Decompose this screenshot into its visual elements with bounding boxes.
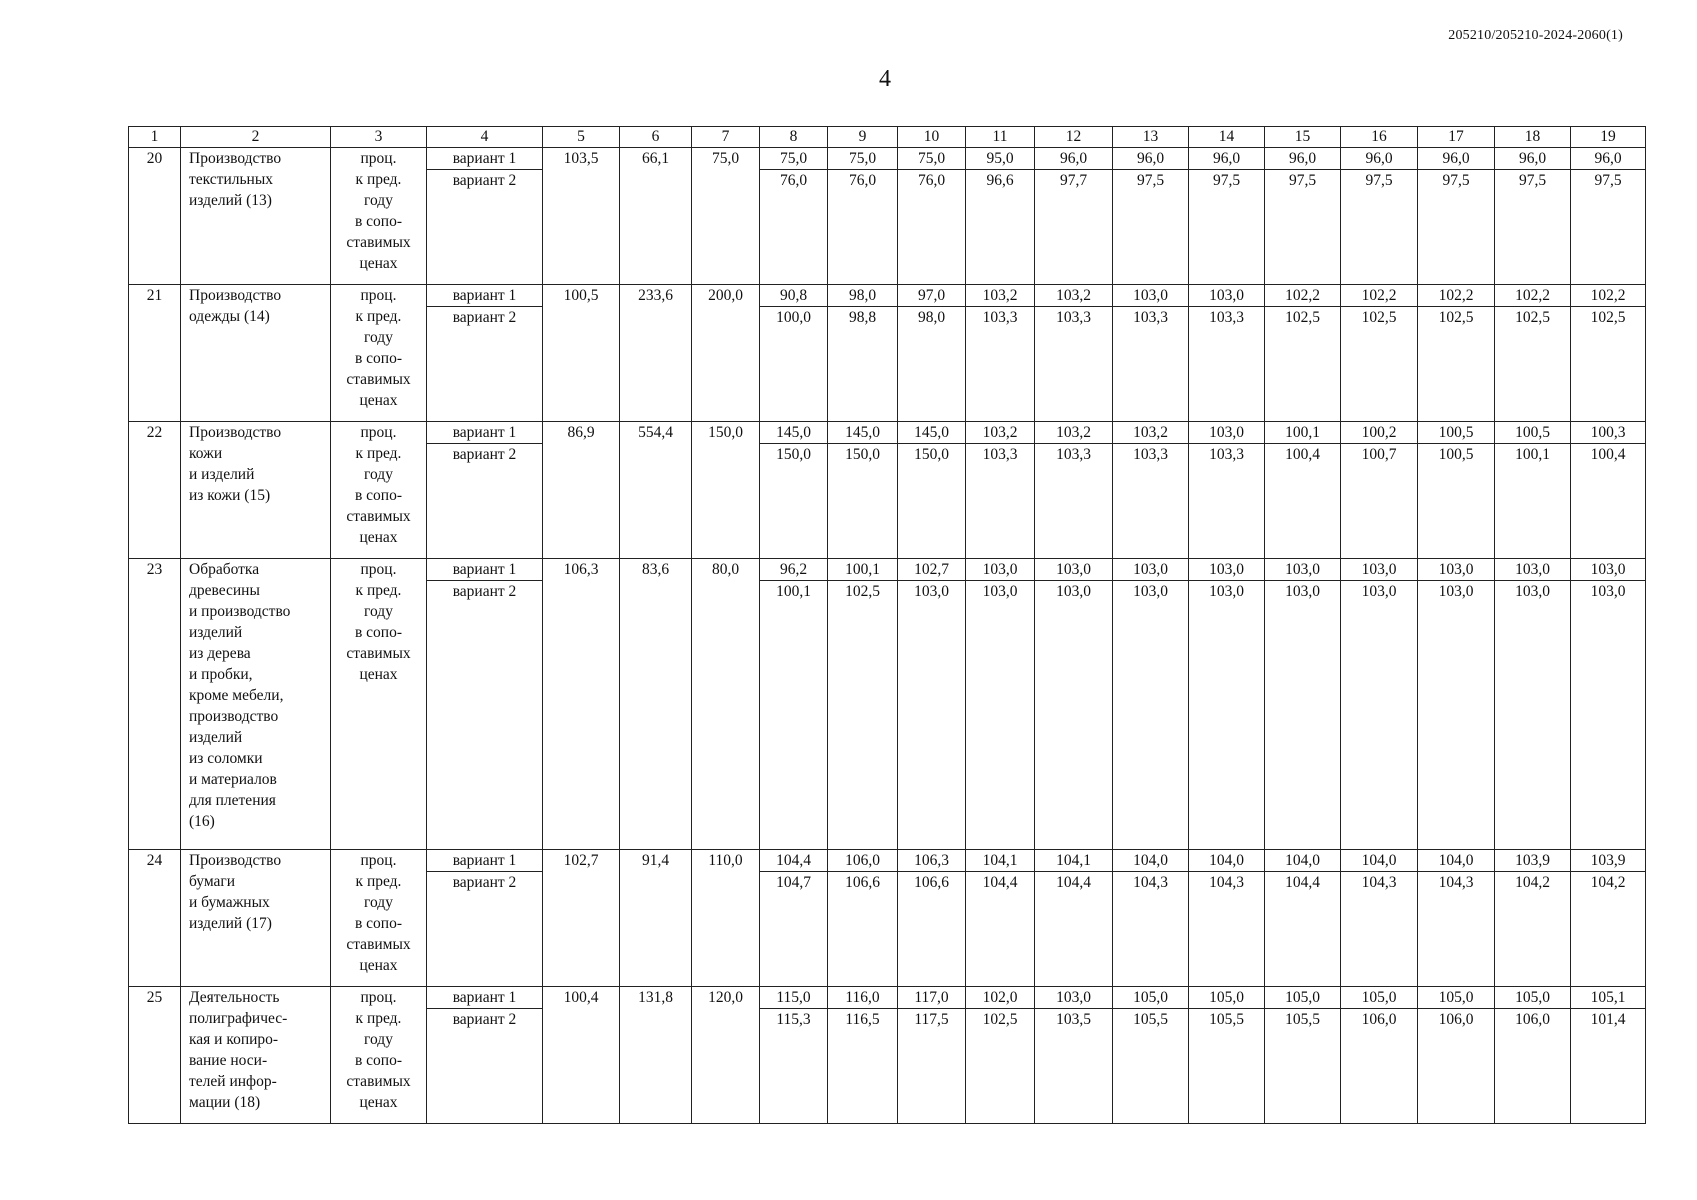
variant-1-value: 104,1: [1035, 850, 1113, 872]
value-col-6: 233,6: [620, 285, 692, 422]
variant-1-value: 103,0: [1341, 559, 1418, 581]
variant-2-label: вариант 2: [427, 307, 543, 422]
variant-2-label: вариант 2: [427, 444, 543, 559]
variant-1-value: 103,2: [1035, 422, 1113, 444]
variant-2-value: 97,5: [1418, 170, 1495, 285]
column-header-17: 17: [1418, 127, 1495, 148]
variant-1-value: 145,0: [828, 422, 898, 444]
variant-2-value: 100,0: [760, 307, 828, 422]
variant-2-value: 101,4: [1571, 1009, 1646, 1124]
value-col-7: 75,0: [692, 148, 760, 285]
variant-1-value: 102,2: [1418, 285, 1495, 307]
variant-1-value: 103,0: [1113, 285, 1189, 307]
column-header-18: 18: [1495, 127, 1571, 148]
table-row: [129, 850, 1646, 872]
variant-1-value: 100,1: [1265, 422, 1341, 444]
variant-1-value: 116,0: [828, 987, 898, 1009]
variant-2-value: 97,5: [1495, 170, 1571, 285]
variant-2-value: 105,5: [1113, 1009, 1189, 1124]
indicator-name: Обработка древесины и производство изделий из дерева и пробки, кроме мебели, производство изделий из соломки и материалов для плетения (16): [181, 559, 331, 850]
variant-1-value: 96,0: [1189, 148, 1265, 170]
unit-label: проц. к пред. году в сопо- ставимых ценах: [331, 850, 427, 987]
variant-1-value: 106,3: [898, 850, 966, 872]
variant-2-value: 106,6: [898, 872, 966, 987]
variant-1-label: вариант 1: [427, 559, 543, 581]
column-header-6: 6: [620, 127, 692, 148]
variant-2-value: 100,4: [1571, 444, 1646, 559]
variant-1-label: вариант 1: [427, 850, 543, 872]
column-header-13: 13: [1113, 127, 1189, 148]
variant-2-value: 103,0: [1495, 581, 1571, 850]
value-col-6: 131,8: [620, 987, 692, 1124]
variant-2-value: 104,2: [1495, 872, 1571, 987]
variant-2-value: 103,3: [1113, 444, 1189, 559]
variant-1-value: 100,5: [1418, 422, 1495, 444]
variant-1-value: 100,2: [1341, 422, 1418, 444]
variant-1-label: вариант 1: [427, 422, 543, 444]
data-table: [128, 126, 1646, 1124]
variant-2-value: 103,0: [1113, 581, 1189, 850]
table-row: [129, 987, 1646, 1009]
value-col-6: 66,1: [620, 148, 692, 285]
table-header-row: [129, 127, 1646, 148]
row-number: 21: [129, 285, 181, 422]
variant-1-value: 103,0: [966, 559, 1035, 581]
value-col-6: 91,4: [620, 850, 692, 987]
variant-2-value: 103,3: [1189, 307, 1265, 422]
variant-2-value: 100,1: [1495, 444, 1571, 559]
variant-2-value: 104,4: [1265, 872, 1341, 987]
variant-2-value: 100,5: [1418, 444, 1495, 559]
variant-1-value: 103,0: [1189, 559, 1265, 581]
column-header-12: 12: [1035, 127, 1113, 148]
variant-1-value: 105,0: [1265, 987, 1341, 1009]
unit-label: проц. к пред. году в сопо- ставимых ценах: [331, 559, 427, 850]
variant-1-value: 115,0: [760, 987, 828, 1009]
column-header-4: 4: [427, 127, 543, 148]
variant-2-value: 106,6: [828, 872, 898, 987]
variant-1-value: 105,0: [1189, 987, 1265, 1009]
variant-1-value: 100,1: [828, 559, 898, 581]
variant-2-value: 117,5: [898, 1009, 966, 1124]
column-header-9: 9: [828, 127, 898, 148]
unit-label: проц. к пред. году в сопо- ставимых ценах: [331, 285, 427, 422]
column-header-8: 8: [760, 127, 828, 148]
indicator-name: Деятельность полиграфичес- кая и копиро- вание носи- телей инфор- мации (18): [181, 987, 331, 1124]
unit-label: проц. к пред. году в сопо- ставимых ценах: [331, 987, 427, 1124]
variant-1-value: 97,0: [898, 285, 966, 307]
table-row: [129, 559, 1646, 581]
column-header-14: 14: [1189, 127, 1265, 148]
column-header-7: 7: [692, 127, 760, 148]
variant-2-value: 103,3: [1189, 444, 1265, 559]
row-number: 22: [129, 422, 181, 559]
value-col-5: 103,5: [543, 148, 620, 285]
value-col-6: 83,6: [620, 559, 692, 850]
variant-1-value: 103,2: [1035, 285, 1113, 307]
variant-1-value: 102,2: [1495, 285, 1571, 307]
variant-1-value: 102,2: [1265, 285, 1341, 307]
variant-1-value: 105,0: [1418, 987, 1495, 1009]
unit-label: проц. к пред. году в сопо- ставимых ценах: [331, 422, 427, 559]
variant-2-value: 104,4: [966, 872, 1035, 987]
variant-2-value: 100,1: [760, 581, 828, 850]
indicator-name: Производство кожи и изделий из кожи (15): [181, 422, 331, 559]
variant-2-value: 97,5: [1341, 170, 1418, 285]
variant-1-value: 95,0: [966, 148, 1035, 170]
variant-1-value: 105,1: [1571, 987, 1646, 1009]
variant-2-value: 103,3: [966, 307, 1035, 422]
variant-2-value: 103,0: [1189, 581, 1265, 850]
column-header-15: 15: [1265, 127, 1341, 148]
variant-2-value: 150,0: [760, 444, 828, 559]
variant-2-value: 116,5: [828, 1009, 898, 1124]
row-number: 24: [129, 850, 181, 987]
column-header-2: 2: [181, 127, 331, 148]
variant-1-value: 103,0: [1265, 559, 1341, 581]
column-header-5: 5: [543, 127, 620, 148]
variant-2-value: 97,7: [1035, 170, 1113, 285]
variant-1-value: 100,3: [1571, 422, 1646, 444]
value-col-7: 200,0: [692, 285, 760, 422]
variant-2-value: 115,3: [760, 1009, 828, 1124]
table-body: [129, 127, 1646, 1124]
value-col-6: 554,4: [620, 422, 692, 559]
variant-1-value: 75,0: [898, 148, 966, 170]
variant-1-value: 102,0: [966, 987, 1035, 1009]
variant-1-value: 102,2: [1341, 285, 1418, 307]
variant-1-value: 102,7: [898, 559, 966, 581]
variant-1-value: 117,0: [898, 987, 966, 1009]
variant-1-value: 104,0: [1418, 850, 1495, 872]
variant-2-value: 102,5: [1418, 307, 1495, 422]
variant-1-value: 103,2: [966, 422, 1035, 444]
variant-1-value: 104,4: [760, 850, 828, 872]
row-number: 23: [129, 559, 181, 850]
variant-1-value: 106,0: [828, 850, 898, 872]
variant-1-value: 103,0: [1418, 559, 1495, 581]
variant-2-value: 104,7: [760, 872, 828, 987]
variant-2-value: 103,3: [1035, 444, 1113, 559]
row-number: 25: [129, 987, 181, 1124]
variant-1-value: 96,0: [1495, 148, 1571, 170]
variant-1-value: 145,0: [898, 422, 966, 444]
variant-2-value: 104,3: [1113, 872, 1189, 987]
variant-2-value: 103,0: [1418, 581, 1495, 850]
variant-2-value: 150,0: [828, 444, 898, 559]
variant-2-value: 103,0: [898, 581, 966, 850]
variant-1-value: 103,0: [1571, 559, 1646, 581]
variant-1-value: 103,2: [966, 285, 1035, 307]
indicator-name: Производство бумаги и бумажных изделий (17): [181, 850, 331, 987]
page-number: 4: [879, 66, 891, 92]
variant-2-value: 103,0: [966, 581, 1035, 850]
variant-2-value: 98,0: [898, 307, 966, 422]
column-header-11: 11: [966, 127, 1035, 148]
variant-1-value: 96,0: [1113, 148, 1189, 170]
variant-1-value: 103,0: [1495, 559, 1571, 581]
value-col-5: 102,7: [543, 850, 620, 987]
variant-2-value: 104,2: [1571, 872, 1646, 987]
variant-1-value: 105,0: [1495, 987, 1571, 1009]
variant-2-value: 100,7: [1341, 444, 1418, 559]
variant-2-value: 103,3: [1113, 307, 1189, 422]
variant-2-label: вариант 2: [427, 170, 543, 285]
variant-1-value: 103,0: [1189, 285, 1265, 307]
variant-2-value: 104,3: [1418, 872, 1495, 987]
variant-1-label: вариант 1: [427, 285, 543, 307]
variant-1-value: 102,2: [1571, 285, 1646, 307]
value-col-5: 100,5: [543, 285, 620, 422]
variant-2-value: 102,5: [1571, 307, 1646, 422]
variant-2-value: 103,5: [1035, 1009, 1113, 1124]
variant-1-value: 96,0: [1341, 148, 1418, 170]
value-col-7: 110,0: [692, 850, 760, 987]
variant-2-value: 103,3: [966, 444, 1035, 559]
variant-2-value: 102,5: [966, 1009, 1035, 1124]
table-row: [129, 422, 1646, 444]
variant-1-value: 145,0: [760, 422, 828, 444]
variant-2-value: 106,0: [1341, 1009, 1418, 1124]
variant-2-value: 103,0: [1265, 581, 1341, 850]
variant-2-value: 106,0: [1418, 1009, 1495, 1124]
variant-1-value: 96,0: [1571, 148, 1646, 170]
variant-1-value: 104,0: [1189, 850, 1265, 872]
variant-1-value: 75,0: [828, 148, 898, 170]
variant-2-value: 104,3: [1189, 872, 1265, 987]
variant-1-value: 90,8: [760, 285, 828, 307]
variant-2-label: вариант 2: [427, 1009, 543, 1124]
indicator-name: Производство текстильных изделий (13): [181, 148, 331, 285]
variant-1-value: 98,0: [828, 285, 898, 307]
variant-2-label: вариант 2: [427, 872, 543, 987]
variant-1-value: 105,0: [1341, 987, 1418, 1009]
variant-1-value: 104,0: [1341, 850, 1418, 872]
value-col-7: 150,0: [692, 422, 760, 559]
variant-1-value: 105,0: [1113, 987, 1189, 1009]
variant-1-value: 103,0: [1035, 559, 1113, 581]
variant-2-value: 103,3: [1035, 307, 1113, 422]
variant-2-value: 103,0: [1035, 581, 1113, 850]
variant-2-value: 103,0: [1341, 581, 1418, 850]
variant-1-value: 104,0: [1113, 850, 1189, 872]
variant-2-value: 150,0: [898, 444, 966, 559]
variant-1-value: 100,5: [1495, 422, 1571, 444]
variant-1-value: 96,0: [1265, 148, 1341, 170]
row-number: 20: [129, 148, 181, 285]
variant-2-value: 98,8: [828, 307, 898, 422]
variant-2-value: 97,5: [1113, 170, 1189, 285]
variant-1-value: 96,0: [1418, 148, 1495, 170]
variant-2-value: 102,5: [1341, 307, 1418, 422]
variant-2-value: 76,0: [760, 170, 828, 285]
variant-1-value: 96,2: [760, 559, 828, 581]
variant-2-value: 97,5: [1189, 170, 1265, 285]
variant-2-value: 103,0: [1571, 581, 1646, 850]
value-col-5: 106,3: [543, 559, 620, 850]
variant-1-value: 103,0: [1035, 987, 1113, 1009]
document-id: 205210/205210-2024-2060(1): [1448, 28, 1623, 43]
table-row: [129, 285, 1646, 307]
variant-1-value: 103,2: [1113, 422, 1189, 444]
variant-2-value: 100,4: [1265, 444, 1341, 559]
value-col-5: 86,9: [543, 422, 620, 559]
unit-label: проц. к пред. году в сопо- ставимых ценах: [331, 148, 427, 285]
indicator-name: Производство одежды (14): [181, 285, 331, 422]
variant-1-value: 103,9: [1571, 850, 1646, 872]
variant-1-value: 104,1: [966, 850, 1035, 872]
variant-1-label: вариант 1: [427, 987, 543, 1009]
variant-1-value: 103,0: [1113, 559, 1189, 581]
variant-2-value: 76,0: [828, 170, 898, 285]
variant-2-value: 105,5: [1189, 1009, 1265, 1124]
variant-2-value: 76,0: [898, 170, 966, 285]
column-header-10: 10: [898, 127, 966, 148]
variant-1-value: 104,0: [1265, 850, 1341, 872]
variant-2-value: 106,0: [1495, 1009, 1571, 1124]
variant-2-value: 104,3: [1341, 872, 1418, 987]
column-header-19: 19: [1571, 127, 1646, 148]
column-header-1: 1: [129, 127, 181, 148]
variant-1-value: 103,0: [1189, 422, 1265, 444]
value-col-5: 100,4: [543, 987, 620, 1124]
variant-1-value: 75,0: [760, 148, 828, 170]
variant-2-value: 96,6: [966, 170, 1035, 285]
variant-2-label: вариант 2: [427, 581, 543, 850]
variant-2-value: 105,5: [1265, 1009, 1341, 1124]
column-header-3: 3: [331, 127, 427, 148]
variant-1-value: 103,9: [1495, 850, 1571, 872]
value-col-7: 80,0: [692, 559, 760, 850]
variant-2-value: 104,4: [1035, 872, 1113, 987]
value-col-7: 120,0: [692, 987, 760, 1124]
variant-2-value: 102,5: [1495, 307, 1571, 422]
variant-2-value: 97,5: [1571, 170, 1646, 285]
variant-1-label: вариант 1: [427, 148, 543, 170]
variant-2-value: 102,5: [1265, 307, 1341, 422]
variant-1-value: 96,0: [1035, 148, 1113, 170]
variant-2-value: 97,5: [1265, 170, 1341, 285]
table-row: [129, 148, 1646, 170]
variant-2-value: 102,5: [828, 581, 898, 850]
column-header-16: 16: [1341, 127, 1418, 148]
